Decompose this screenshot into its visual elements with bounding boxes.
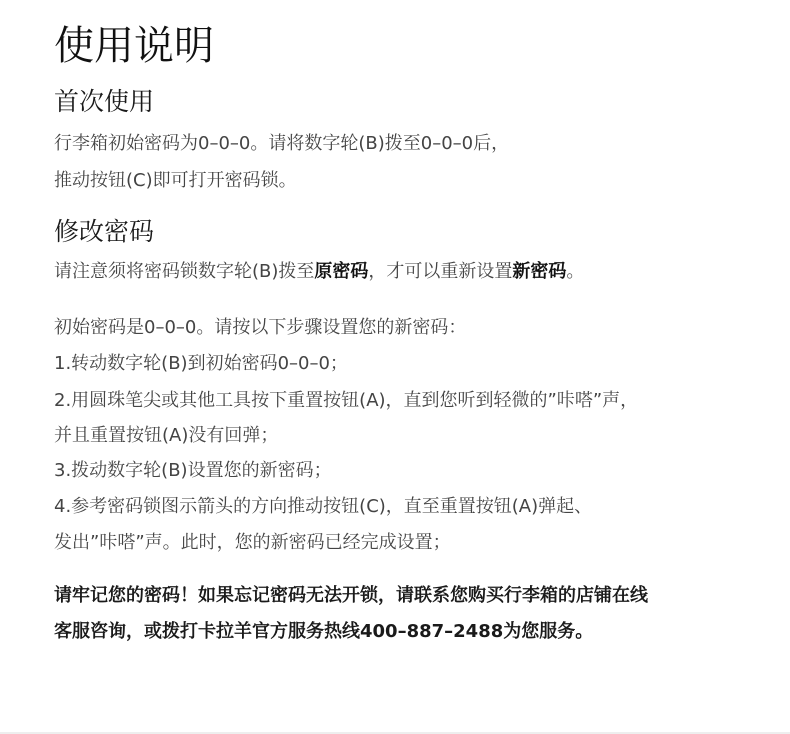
step-line-6: 发出”咔嗒”声。此时，您的新密码已经完成设置； bbox=[54, 532, 451, 553]
intro-text-2: ，才可以重新设置 bbox=[368, 261, 513, 282]
intro-original-password: 原密码 bbox=[314, 261, 369, 282]
first-use-heading: 首次使用 bbox=[54, 87, 155, 116]
intro-text-1: 请注意须将密码锁数字轮(B)拨至 bbox=[54, 261, 315, 282]
first-use-line-1: 行李箱初始密码为0–0–0。请将数字轮(B)拨至0–0–0后， bbox=[54, 133, 510, 154]
notice-line-2: 客服咨询，或拨打卡拉羊官方服务热线400–887–2488为您服务。 bbox=[54, 621, 594, 642]
intro-text-3: 。 bbox=[566, 261, 585, 282]
first-use-line-2: 推动按钮(C)即可打开密码锁。 bbox=[54, 170, 297, 191]
step-line-4: 3.拨动数字轮(B)设置您的新密码； bbox=[54, 460, 332, 481]
page-title: 使用说明 bbox=[54, 23, 214, 69]
change-password-heading: 修改密码 bbox=[54, 217, 155, 246]
step-line-3: 并且重置按钮(A)没有回弹； bbox=[54, 425, 279, 446]
notice-line-1: 请牢记您的密码！如果忘记密码无法开锁，请联系您购买行李箱的店铺在线 bbox=[54, 585, 648, 606]
step-line-5: 4.参考密码锁图示箭头的方向推动按钮(C)，直至重置按钮(A)弹起、 bbox=[54, 496, 593, 517]
intro-new-password: 新密码 bbox=[512, 261, 567, 282]
step-line-1: 1.转动数字轮(B)到初始密码0–0–0； bbox=[54, 353, 348, 374]
step-line-2: 2.用圆珠笔尖或其他工具按下重置按钮(A)，直到您听到轻微的”咔嗒”声， bbox=[54, 390, 639, 411]
change-password-intro bbox=[54, 259, 584, 285]
step-line-0: 初始密码是0–0–0。请按以下步骤设置您的新密码： bbox=[54, 317, 467, 338]
